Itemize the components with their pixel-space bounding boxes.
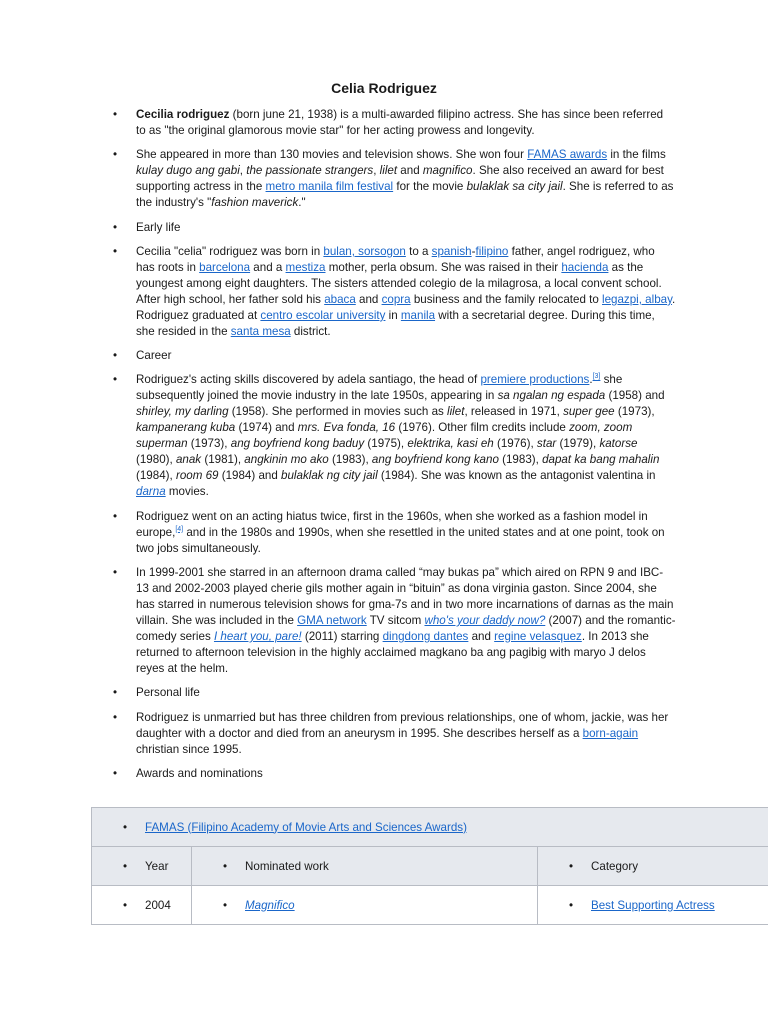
premiere-productions-link[interactable]: premiere productions (480, 373, 590, 387)
hacienda-link[interactable]: hacienda (561, 260, 609, 274)
column-header-nominated-work: • Nominated work (192, 860, 537, 873)
regine-velasquez-link[interactable]: regine velasquez (494, 630, 582, 644)
awards-summary-paragraph: • She appeared in more than 130 movies and television shows. She won four FAMAS awards in the films kulay dugo ang gabi, the passionate strangers, lilet and magnifico. She also received an award for best supporting actress in the metro manila film festival for the movie bulaklak sa city jail. She is referred to as the industry's "fashion maverick." (0, 147, 676, 211)
mestiza-link[interactable]: mestiza (285, 260, 326, 274)
whos-your-daddy-now-link[interactable]: who's your daddy now? (424, 614, 546, 628)
citation-3-link[interactable]: [3] (592, 373, 601, 381)
barcelona-link[interactable]: barcelona (199, 260, 251, 274)
spanish-link[interactable]: spanish (431, 244, 472, 258)
column-header-category: • Category (538, 860, 768, 873)
column-header-year: • Year (92, 860, 191, 873)
year-cell: • 2004 (92, 899, 191, 912)
legazpi-albay-link[interactable]: legazpi, albay (602, 292, 673, 306)
television-paragraph: • In 1999-2001 she starred in an afternoon drama called “may bukas pa” which aired on RPN 9 and IBC-13 and 2002-2003 played cherie gils mother again in “bituin” as dona virginia gaston. Since 2004, she has starred in numerous television shows for gma-7s and in two more incarnations of darnas as the main villain. She was included in the GMA network TV sitcom who's your daddy now? (2007) and the romantic-comedy series I heart you, pare! (2011) starring dingdong dantes and regine velasquez. In 2013 she returned to afternoon television in the highly acclaimed magkano ba ang pagibig with maryo J delos reyes at the helm. (0, 565, 676, 677)
santa-mesa-link[interactable]: santa mesa (230, 324, 291, 338)
copra-link[interactable]: copra (381, 292, 411, 306)
abaca-link[interactable]: abaca (324, 292, 356, 306)
mmff-link[interactable]: metro manila film festival (265, 180, 394, 194)
section-heading-career: • Career (0, 348, 676, 364)
table-header-row (92, 847, 768, 886)
intro-paragraph: • Cecilia rodriguez (born june 21, 1938) is a multi-awarded filipino actress. She has since been referred to as "the original glamorous movie star" for her acting prowess and longevity. (0, 107, 676, 139)
born-again-link[interactable]: born-again (582, 726, 639, 740)
magnifico-link[interactable]: Magnifico (245, 898, 295, 912)
manila-link[interactable]: manila (400, 308, 436, 322)
page-title: Celia Rodriguez (331, 80, 437, 96)
hiatus-paragraph: • Rodriguez went on an acting hiatus twice, first in the 1960s, when she worked as a fashion model in europe,[4] and in the 1980s and 1990s, when she resettled in the united states and at one point, took on two jobs simultaneously. (0, 509, 676, 557)
filipino-link[interactable]: filipino (475, 244, 509, 258)
famas-full-link[interactable]: FAMAS (Filipino Academy of Movie Arts and Sciences Awards) (145, 820, 467, 834)
section-heading-personal-life: • Personal life (0, 685, 676, 701)
best-supporting-actress-link[interactable]: Best Supporting Actress (591, 898, 715, 912)
early-life-paragraph: • Cecilia "celia" rodriguez was born in bulan, sorsogon to a spanish-filipino father, angel rodriguez, who has roots in barcelona and a mestiza mother, perla obsum. She was raised in their hacienda as the youngest among eight daughters. The sisters attended colegio de la milagrosa, a local convent school. After high school, her father sold his abaca and copra business and the family relocated to legazpi, albay. Rodriguez graduated at centro escolar university in manila with a secretarial degree. During this time, she resided in the santa mesa district. (0, 244, 676, 340)
article-body (0, 107, 676, 790)
career-paragraph: • Rodriguez's acting skills discovered by adela santiago, the head of premiere productions.[3] she subsequently joined the movie industry in the late 1950s, appearing in sa ngalan ng espada (1958) and shirley, my darling (1958). She performed in movies such as lilet, released in 1971, super gee (1973), kampanerang kuba (1974) and mrs. Eva fonda, 16 (1976). Other film credits include zoom, zoom superman (1973), ang boyfriend kong baduy (1975), elektrika, kasi eh (1976), star (1979), katorse (1980), anak (1981), angkinin mo ako (1983), ang boyfriend kong kano (1983), dapat ka bang mahalin (1984), room 69 (1984) and bulaklak ng city jail (1984). She was known as the antagonist valentina in darna movies. (0, 372, 676, 500)
section-heading-awards: • Awards and nominations (0, 766, 676, 782)
centro-escolar-link[interactable]: centro escolar university (260, 308, 386, 322)
section-heading-early-life: • Early life (0, 220, 676, 236)
bulan-sorsogon-link[interactable]: bulan, sorsogon (323, 244, 406, 258)
famas-awards-link[interactable]: FAMAS awards (527, 148, 608, 162)
awards-table (91, 807, 768, 925)
gma-network-link[interactable]: GMA network (297, 614, 367, 628)
table-caption-row (92, 808, 768, 847)
i-heart-you-pare-link[interactable]: I heart you, pare! (213, 630, 302, 644)
subject-name: Cecilia rodriguez (136, 108, 230, 121)
darna-link[interactable]: darna (136, 485, 166, 499)
personal-life-paragraph: • Rodriguez is unmarried but has three children from previous relationships, one of whom, jackie, was her daughter with a doctor and died from an aneurysm in 1995. She describes herself as a born-again christian since 1995. (0, 710, 676, 758)
citation-4-link[interactable]: [4] (175, 525, 184, 533)
table-row (92, 886, 768, 925)
dingdong-dantes-link[interactable]: dingdong dantes (382, 630, 469, 644)
